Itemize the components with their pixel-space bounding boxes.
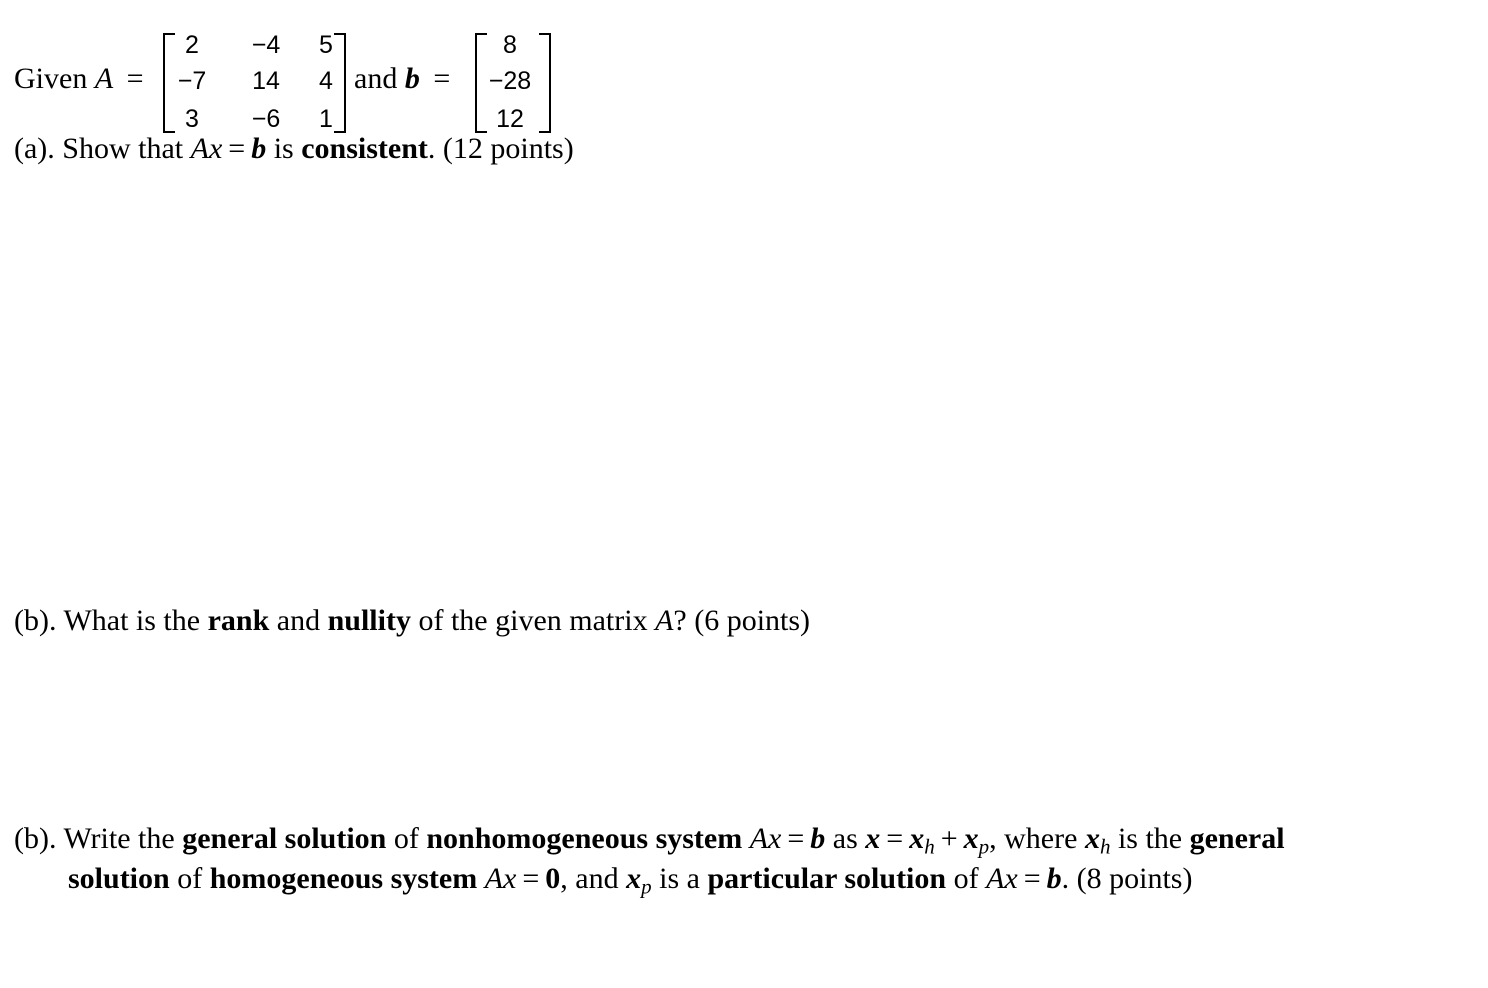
question-part-b [14,604,810,638]
part-a-b: b [251,132,267,165]
part-c-eq: = [886,822,904,855]
part-a-is: is [273,132,294,165]
matrix-a-symbol: A [94,62,114,95]
part-c-plus: + [940,822,958,855]
part-c-points: (8 points) [1076,862,1193,895]
part-a-eq: = [228,132,246,165]
part-c-h-sub: h [924,834,935,859]
question-part-c-line2 [68,862,1192,899]
matrix-a-cell: 3 [185,105,199,133]
part-c-eq: = [1023,862,1041,895]
part-c-of2: of [177,862,203,895]
and-b-label [354,62,456,96]
part-a-label: (a). Show that [14,132,184,165]
part-b-nullity: nullity [327,604,411,637]
equals-sign: = [433,62,451,95]
part-c-h-sub: h [1099,834,1111,859]
part-c-eq: = [522,862,540,895]
part-c-is-a: is a [659,862,700,895]
part-a-ax: Ax [190,132,223,165]
given-label [14,62,150,96]
question-part-c-line1 [14,822,1285,859]
part-c-particular: particular solution [707,862,947,895]
part-b-label: (b). What is the [14,604,201,637]
part-c-and: , and [560,862,619,895]
part-c-is-the: is the [1117,822,1183,855]
part-c-general-solution: general solution [182,822,387,855]
part-c-ax: Ax [986,862,1018,895]
part-c-homogeneous: homogeneous system [209,862,478,895]
part-c-of3: of [953,862,979,895]
part-c-eq: = [787,822,805,855]
part-b-end: ? (6 points) [673,604,811,637]
part-c-p-sub: p [978,834,990,859]
part-c-of: of [393,822,419,855]
part-c-xh: x [1084,822,1100,855]
part-c-xh: x [909,822,925,855]
vector-b-cell: 8 [503,31,517,59]
vector-b-right-bracket [539,33,551,133]
matrix-a-cell: 14 [252,67,280,95]
question-part-a [14,132,574,166]
vector-b-symbol: b [404,62,420,95]
part-c-label: (b). Write the [14,822,175,855]
matrix-a-cell: 5 [319,31,333,59]
part-c-as: as [832,822,858,855]
vector-b-cell: 12 [496,105,524,133]
matrix-a-cell: −7 [177,67,207,95]
part-c-ax: Ax [484,862,517,895]
part-a-consistent: consistent [301,132,428,165]
part-c-x: x [865,822,881,855]
matrix-a-cell: −4 [251,31,281,59]
given-text: Given [14,62,88,95]
part-c-solution: solution [68,862,170,895]
and-text: and [354,62,398,95]
part-c-xp: x [963,822,979,855]
part-b-a: A [655,604,674,637]
part-c-nonhomogeneous: nonhomogeneous system [426,822,743,855]
part-c-ax: Ax [749,822,782,855]
matrix-a-cell: 2 [185,31,199,59]
part-b-and: and [276,604,321,637]
matrix-a-cell: −6 [251,105,281,133]
part-c-b: b [1046,862,1062,895]
matrix-a-cell: 4 [319,67,333,95]
part-c-general: general [1189,822,1285,855]
part-c-zero-vector: 0 [545,862,561,895]
equals-sign: = [126,62,144,95]
part-b-rank: rank [207,604,270,637]
part-a-period: . [427,132,436,165]
part-c-xp: x [626,862,642,895]
part-b-rest: of the given matrix [418,604,648,637]
part-c-period: . [1061,862,1070,895]
part-c-b: b [810,822,826,855]
part-c-where: , where [989,822,1078,855]
part-c-p-sub: p [641,874,652,899]
matrix-a-cell: 1 [319,105,333,133]
part-a-points: (12 points) [442,132,574,165]
vector-b-cell: −28 [488,67,532,95]
